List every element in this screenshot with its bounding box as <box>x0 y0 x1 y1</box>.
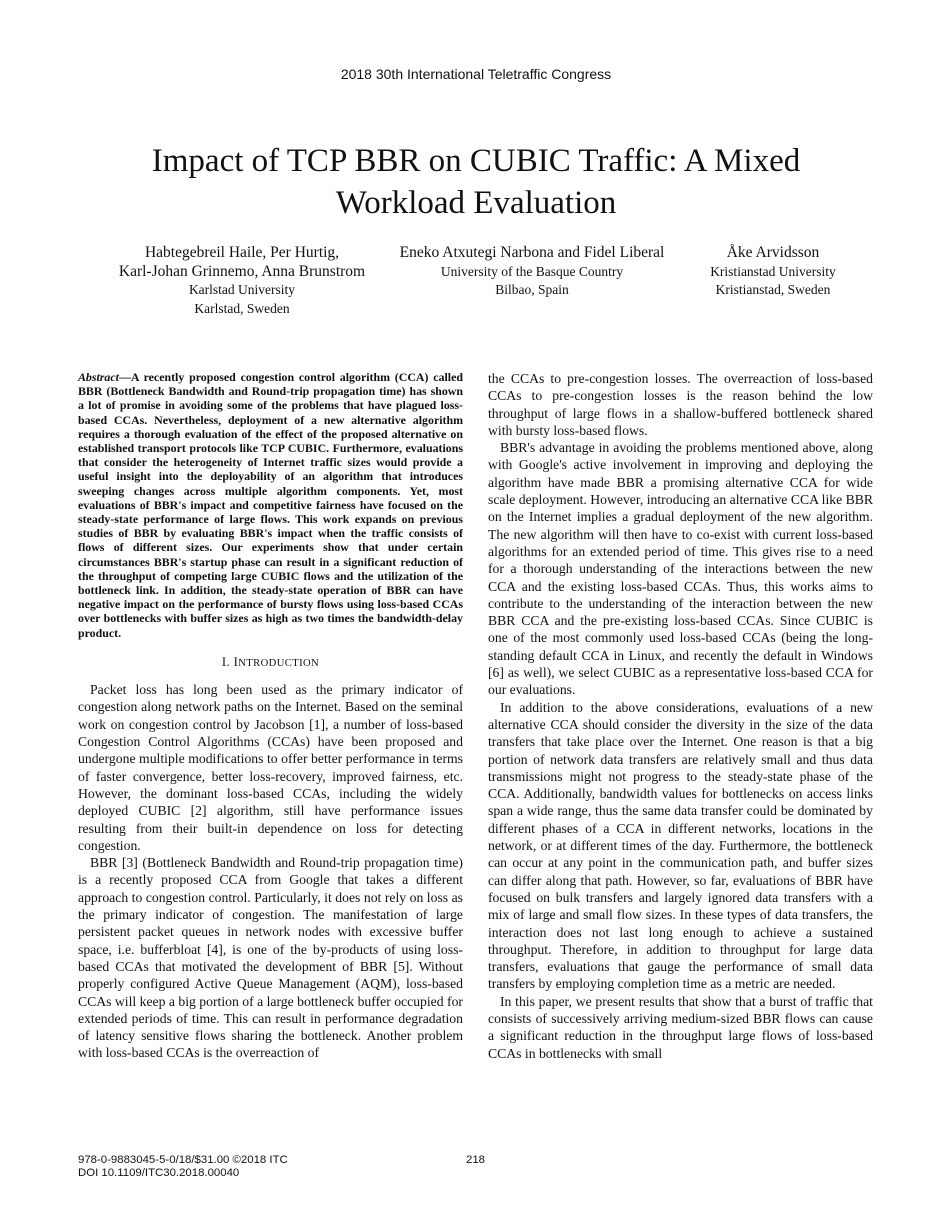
footer-doi: DOI 10.1109/ITC30.2018.00040 <box>78 1167 240 1179</box>
section-number: I. <box>221 654 234 669</box>
abstract-text: —A recently proposed congestion control algorithm (CCA) called BBR (Bottleneck Bandwidth and Round-trip propagation time) has shown a lot of promise in avoiding some of the problems that have plagued loss-based CCAs. Nevertheless, deployment of a new alternative algorithm requires a thorough evaluation of the effect of the proposed alternative on established transport protocols like TCP CUBIC. Furthermore, evaluations that consider the heterogeneity of Internet traffic sizes would provide a useful insight into the deployability of an algorithm that introduces sweeping changes across multiple algorithm components. Yet, most evaluations of BBR's impact and competitive fairness have focused on the steady-state performance of large flows. This work expands on previous studies of BBR by evaluating BBR's impact when the traffic consists of flows of different sizes. Our experiments show that under certain circumstances BBR's startup phase can result in a significant reduction of the throughput of competing large CUBIC flows and the utilization of the bottleneck link. In addition, the steady-state operation of BBR can have negative impact on the performance of bursty flows using loss-based CCAs over bottlenecks with buffer sizes as high as two times the bandwidth-delay product. <box>78 370 463 640</box>
section-title-rest: NTRODUCTION <box>238 657 320 669</box>
author-names: Habtegebreil Haile, Per Hurtig, <box>144 244 340 261</box>
author-names: Karl-Johan Grinnemo, Anna Brunstrom <box>118 262 366 280</box>
author-location: Kristianstad, Sweden <box>715 282 831 297</box>
section-heading-introduction <box>78 654 463 672</box>
body-paragraph: Packet loss has long been used as the primary indicator of congestion along network paths on the Internet. Based on the seminal work on congestion control by Jacobson [1], a number of loss-based Congestion Control Algorithms (CCAs) have been proposed and undergone multiple modifications to offer better performance in terms of faster convergence, better loss-recovery, improved fairness, etc. However, the dominant loss-based CCAs, including the widely deployed CUBIC [2] algorithm, still have performance issues resulting from their built-in dependence on loss for detecting congestion. <box>78 682 463 853</box>
author-affiliation: Karlstad University <box>188 282 296 297</box>
footer-copyright <box>78 1154 288 1180</box>
body-paragraph: In this paper, we present results that show that a burst of traffic that consists of successively arriving medium-sized BBR flows can cause a significant reduction in the throughput large flows of loss-based CCAs in bottlenecks with small <box>488 993 873 1061</box>
body-paragraph: BBR's advantage in avoiding the problems mentioned above, along with Google's active involvement in improving and deploying the algorithm have made BBR a promising alternative CCA for wide scale deployment. However, introducing an alternative CCA like BBR on the Internet implies a gradual deployment of the new algorithm. The new algorithm will then have to co-exist with current loss-based algorithms for an extended period of time. This gives rise to a need for a thorough understanding of the interactions between the new CCA and the existing loss-based CCAs. Thus, this works aims to contribute to the understanding of the interaction between the new BBR CCA and the pre-existing loss-based CCAs. Since CUBIC is one of the most commonly used loss-based CCAs (being the long-standing default CCA in Linux, and recently the default in Windows [6] as well), we select CUBIC as a representative loss-based CCA for our evaluations. <box>488 440 873 698</box>
right-column <box>488 370 873 1062</box>
footer-isbn: 978-0-9883045-5-0/18/$31.00 ©2018 ITC <box>78 1154 288 1166</box>
author-location: Bilbao, Spain <box>495 282 569 297</box>
abstract-lead: Abstract <box>78 370 119 384</box>
author-block-kristianstad <box>678 244 868 300</box>
author-names: Åke Arvidsson <box>726 244 820 261</box>
body-paragraph: BBR [3] (Bottleneck Bandwidth and Round-trip propagation time) is a recently proposed CCA from Google that takes a different approach to congestion control. Particularly, it does not rely on loss as the primary indicator of congestion. The manifestation of large persistent packet queues in network nodes with excessive buffer space, i.e. bufferbloat [4], is one of the by-products of using loss-based CCAs that motivated the development of BBR [5]. Without properly configured Active Queue Management (AQM), loss-based CCAs will keep a big portion of a large bottleneck buffer occupied for extended periods of time. This can result in performance degradation of latency sensitive flows sharing the bottleneck. Another problem with loss-based CCAs is the overreaction of <box>78 855 463 1061</box>
page-number: 218 <box>466 1154 486 1166</box>
paper-title: Impact of TCP BBR on CUBIC Traffic: A Mixed Workload Evaluation <box>151 143 801 221</box>
section-title-first-letter: I <box>233 654 239 669</box>
author-location: Karlstad, Sweden <box>194 300 290 316</box>
abstract <box>78 370 463 640</box>
author-block-karlstad <box>96 244 388 318</box>
left-column <box>78 370 463 1062</box>
conference-header: 2018 30th International Teletraffic Congress <box>340 66 612 82</box>
author-block-basque <box>382 244 682 300</box>
author-affiliation: Kristianstad University <box>710 263 836 279</box>
author-affiliation: University of the Basque Country <box>440 263 624 279</box>
body-paragraph-continuation: the CCAs to pre-congestion losses. The overreaction of loss-based CCAs to pre-congestion losses is the reason behind the low throughput of large flows in a shallow-buffered bottleneck shared with bursty loss-based flows. <box>488 371 873 438</box>
author-names: Eneko Atxutegi Narbona and Fidel Liberal <box>399 244 665 261</box>
body-paragraph: In addition to the above considerations, evaluations of a new alternative CCA should consider the diversity in the size of the data transfers that take place over the Internet. One reason is that a big portion of network data transfers are relatively small and thus data transmissions might not progress to the steady-state phase of the CCA. Additionally, bandwidth values for bottlenecks on access links span a wide range, thus the same data transfer could be dominated by different phases of a CCA in different networks, locations in the network, or at different times of the day. Furthermore, the bottleneck can occur at any point in the communication path, and buffer sizes can differ along that path. However, so far, evaluations of BBR have focused on bulk transfers and largely ignored data transfers with a mix of large and small flow sizes. In these types of data transfers, the interaction does not last long enough to achieve a sustained throughput. Therefore, in addition to throughput for large data transfers, evaluations that gauge the performance of small data transfers by employing completion time as a metric are needed. <box>488 699 873 992</box>
